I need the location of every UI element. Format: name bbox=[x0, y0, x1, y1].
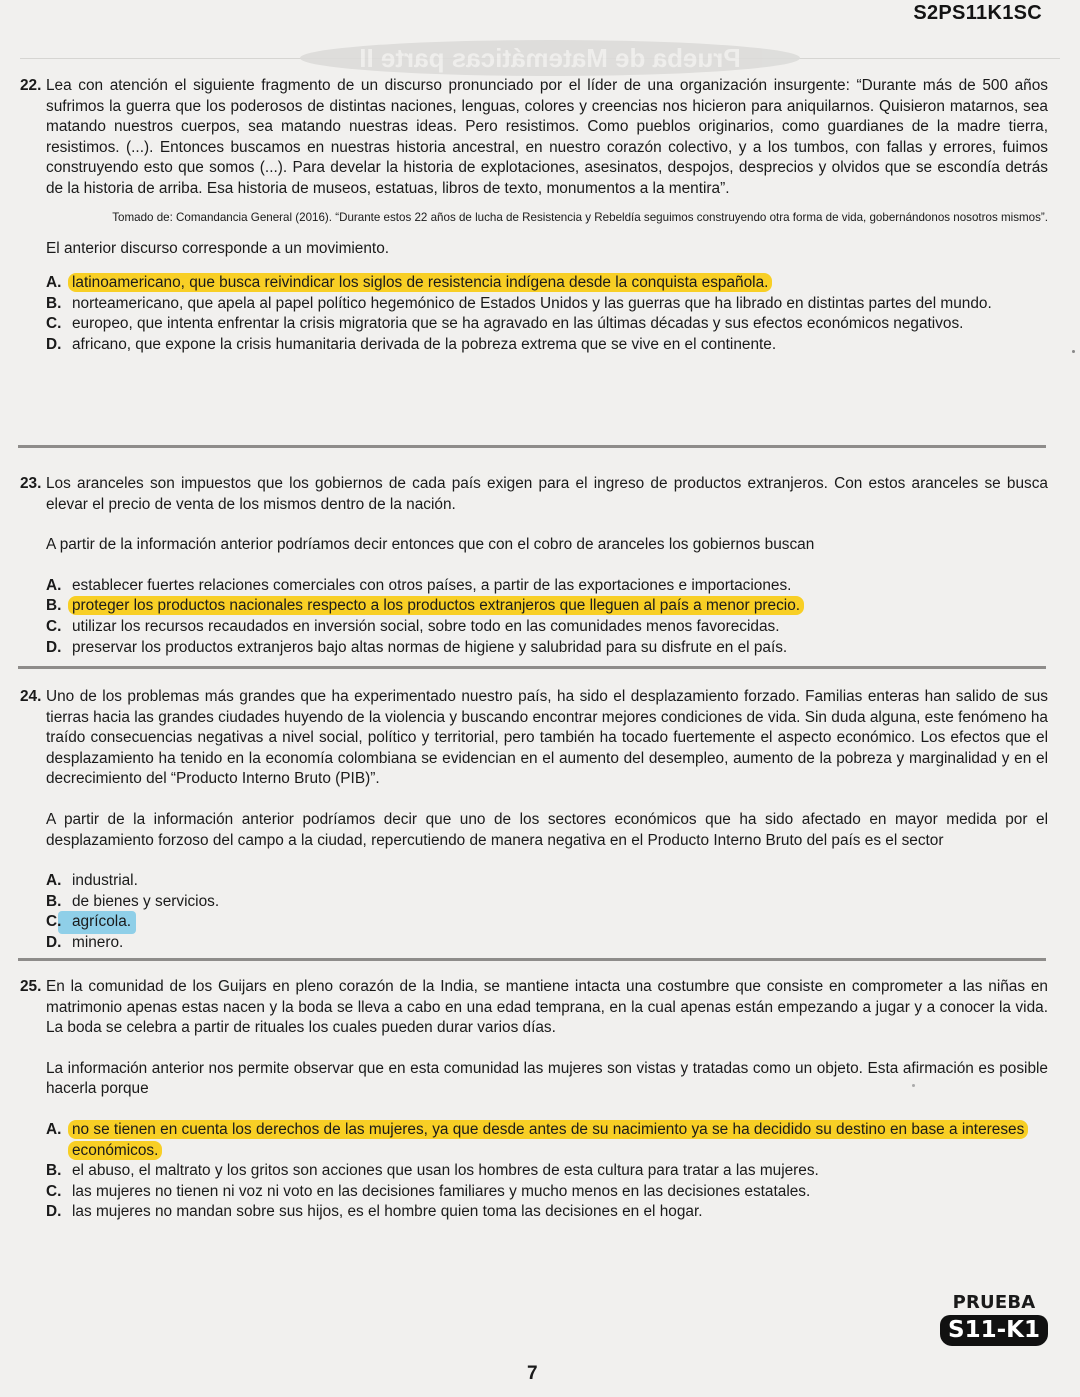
test-badge bbox=[940, 1293, 1048, 1346]
question-number: 24. bbox=[20, 688, 42, 705]
bleed-through-watermark: Prueba de Matemáticas parte II bbox=[300, 40, 800, 76]
option-text: industrial. bbox=[72, 872, 138, 890]
option-text-highlighted: no se tienen en cuenta los derechos de las mujeres, ya que desde antes de su nacimiento ya se ha decidido su destino en base a intereses económicos. bbox=[68, 1120, 1028, 1160]
option-text: preservar los productos extranjeros bajo altas normas de higiene y salubridad para su disfrute en el país. bbox=[72, 638, 788, 656]
question-number: 23. bbox=[20, 475, 42, 492]
option-letter: A. bbox=[46, 576, 62, 594]
option-text: establecer fuertes relaciones comerciales con otros países, a partir de las exportaciones e importaciones. bbox=[72, 576, 792, 594]
question-text: Lea con atención el siguiente fragmento de un discurso pronunciado por el líder de una organización insurgente: “Durante más de 500 años sufrimos la guerra que los poderosos de distintas naciones, lenguas, colores y creencias nos hicieron para aniquilarnos. Quisieron matarnos, sea matando nuestros cuerpos, sea matando nuestras ideas. Pero resistimos. Como pueblos originarios, como guardianes de la madre tierra, resistimos. (...). Entonces buscamos en nuestras historia ancestral, en nuestro corazón colectivo, y a los tumbos, con fallas y errores, fuimos construyendo esto que somos (...). Para develar la historia de explotaciones, asesinatos, despojos, desprecios y olvidos que se escondía detrás de la historia de arriba. Esa historia de museos, estatuas, libros de texto, monumentos a la mentira”. bbox=[46, 77, 1048, 197]
option-d[interactable] bbox=[46, 335, 1048, 356]
option-text: minero. bbox=[72, 933, 124, 951]
exam-code: S2PS11K1SC bbox=[913, 2, 1042, 24]
question-22 bbox=[20, 76, 1048, 356]
option-letter: D. bbox=[46, 933, 62, 951]
option-letter: C. bbox=[46, 617, 62, 635]
option-text: utilizar los recursos recaudados en inversión social, sobre todo en las comunidades menos favorecidas. bbox=[72, 617, 780, 635]
option-letter: B. bbox=[46, 597, 62, 615]
option-letter: B. bbox=[46, 1162, 62, 1180]
question-prompt: El anterior discurso corresponde a un movimiento. bbox=[46, 239, 390, 257]
badge-code: S11-K1 bbox=[940, 1315, 1048, 1346]
section-divider bbox=[18, 445, 1046, 448]
option-text-highlighted: latinoamericano, que busca reivindicar los siglos de resistencia indígena desde la conquista española. bbox=[68, 273, 772, 292]
option-letter: A. bbox=[46, 1120, 62, 1138]
option-a[interactable] bbox=[46, 871, 1048, 892]
section-divider bbox=[18, 958, 1046, 961]
option-b[interactable] bbox=[46, 294, 1048, 315]
question-24 bbox=[20, 687, 1048, 954]
stray-mark bbox=[1072, 350, 1075, 353]
option-letter: C. bbox=[46, 913, 62, 931]
option-letter: D. bbox=[46, 335, 62, 353]
option-b[interactable] bbox=[46, 596, 1048, 617]
option-d[interactable] bbox=[46, 1202, 1048, 1223]
question-number: 25. bbox=[20, 978, 42, 995]
option-a[interactable] bbox=[46, 576, 1048, 597]
option-text: el abuso, el maltrato y los gritos son acciones que usan los hombres de esta cultura para tratar a las mujeres. bbox=[72, 1162, 819, 1180]
option-text-highlighted-blue: agrícola. bbox=[72, 912, 131, 933]
option-text: las mujeres no mandan sobre sus hijos, es el hombre quien toma las decisiones en el hogar. bbox=[72, 1203, 703, 1221]
option-text: europeo, que intenta enfrentar la crisis migratoria que se ha agravado en las últimas décadas y sus efectos económicos negativos. bbox=[72, 315, 964, 333]
option-c[interactable] bbox=[46, 617, 1048, 638]
option-letter: A. bbox=[46, 274, 62, 292]
option-a[interactable] bbox=[46, 1120, 1048, 1161]
option-c[interactable] bbox=[46, 912, 1048, 933]
question-text: Los aranceles son impuestos que los gobiernos de cada país exigen para el ingreso de productos extranjeros. Con estos aranceles se busca elevar el precio de venta de los mismos dentro de la nación. bbox=[46, 475, 1048, 513]
question-25 bbox=[20, 977, 1048, 1223]
option-letter: D. bbox=[46, 1203, 62, 1221]
question-text: En la comunidad de los Guijars en pleno corazón de la India, se mantiene intacta una costumbre que consiste en comprometer a las niñas en matrimonio apenas estas nacen y la boda se lleva a cabo en una edad temprana, en la cual apenas están empezando a jugar y a conocer la vida. La boda se celebra a partir de rituales los cuales pueden durar varios días. bbox=[46, 978, 1048, 1037]
option-d[interactable] bbox=[46, 638, 1048, 659]
option-text: norteamericano, que apela al papel político hegemónico de Estados Unidos y las guerras que ha librado en distintas partes del mundo. bbox=[72, 294, 992, 312]
option-letter: B. bbox=[46, 892, 62, 910]
option-c[interactable] bbox=[46, 1182, 1048, 1203]
page-number: 7 bbox=[527, 1363, 538, 1384]
question-prompt: La información anterior nos permite observar que en esta comunidad las mujeres son vistas y tratadas como un objeto. Esta afirmación es posible hacerla porque bbox=[46, 1059, 1048, 1098]
option-c[interactable] bbox=[46, 314, 1048, 335]
citation: Tomado de: Comandancia General (2016). “Durante estos 22 años de lucha de Resistencia y Rebeldía seguimos construyendo otra forma de vida, gobernándonos nosotros mismos”. bbox=[112, 210, 1048, 224]
option-d[interactable] bbox=[46, 933, 1048, 954]
option-letter: B. bbox=[46, 294, 62, 312]
option-b[interactable] bbox=[46, 892, 1048, 913]
option-text: de bienes y servicios. bbox=[72, 892, 220, 910]
option-letter: D. bbox=[46, 638, 62, 656]
option-letter: C. bbox=[46, 315, 62, 333]
option-text: las mujeres no tienen ni voz ni voto en las decisiones familiares y mucho menos en las decisiones estatales. bbox=[72, 1182, 811, 1200]
option-letter: A. bbox=[46, 872, 62, 890]
question-23 bbox=[20, 474, 1048, 658]
question-number: 22. bbox=[20, 77, 42, 94]
option-letter: C. bbox=[46, 1182, 62, 1200]
question-prompt: A partir de la información anterior podríamos decir que uno de los sectores económicos que ha sido afectado en mayor medida por el desplazamiento forzoso del campo a la ciudad, repercutiendo de manera negativa en el Producto Interno Bruto del país es el sector bbox=[46, 810, 1048, 849]
question-text: Uno de los problemas más grandes que ha experimentado nuestro país, ha sido el desplazamiento forzado. Familias enteras han salido de sus tierras hacia las grandes ciudades huyendo de la violencia y buscando encontrar mejores condiciones de vida. Sin duda alguna, este fenómeno ha traído consecuencias negativas a nivel social, político y territorial, pero también ha tocado fuertemente el aspecto económico. Los efectos que el desplazamiento ha tenido en la economía colombiana se evidencian en el aumento del desempleo, aumento de la pobreza y marginalidad y en el decrecimiento del “Producto Interno Bruto (PIB)”. bbox=[46, 688, 1048, 788]
badge-title: PRUEBA bbox=[952, 1292, 1036, 1313]
option-text-highlighted: proteger los productos nacionales respecto a los productos extranjeros que lleguen al país a menor precio. bbox=[68, 596, 804, 615]
option-b[interactable] bbox=[46, 1161, 1048, 1182]
option-text: africano, que expone la crisis humanitaria derivada de la pobreza extrema que se vive en el continente. bbox=[72, 335, 777, 353]
section-divider bbox=[18, 666, 1046, 669]
option-a[interactable] bbox=[46, 273, 1048, 294]
question-prompt: A partir de la información anterior podríamos decir entonces que con el cobro de aranceles los gobiernos buscan bbox=[46, 536, 815, 554]
stray-mark bbox=[912, 1084, 915, 1087]
